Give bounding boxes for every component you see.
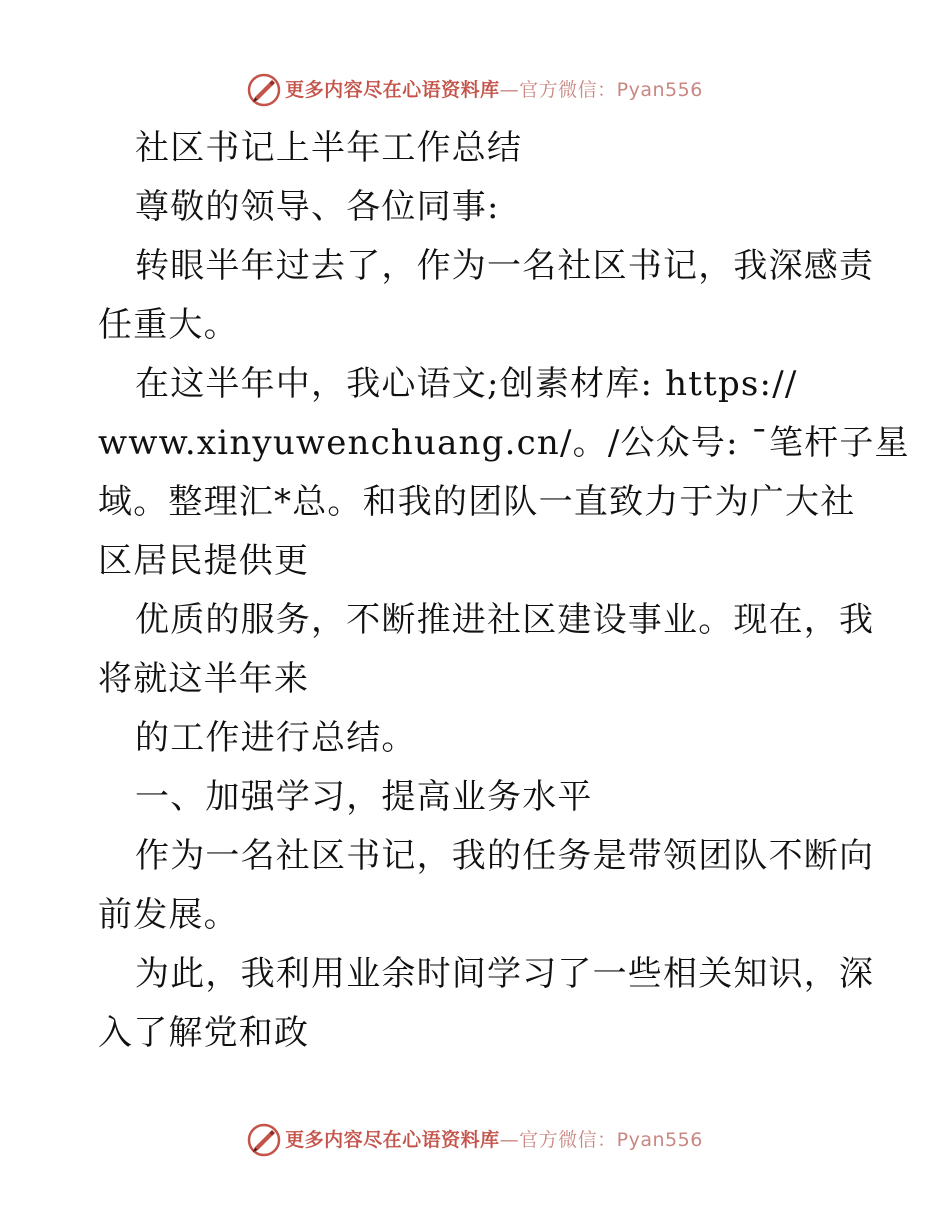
section-heading: 一、加强学习，提高业务水平 [135, 777, 593, 817]
document-title: 社区书记上半年工作总结 [135, 128, 523, 168]
paragraph-line: 区居民提供更 [98, 541, 310, 581]
footer-banner [0, 1120, 950, 1160]
paragraph-line: 作为一名社区书记，我的任务是带领团队不断向 [135, 836, 875, 876]
paragraph-line: 转眼半年过去了，作为一名社区书记，我深感责 [135, 246, 875, 286]
pen-logo-icon [247, 1123, 281, 1157]
paragraph-line: 为此，我利用业余时间学习了一些相关知识，深 [135, 954, 875, 994]
paragraph-line: 将就这半年来 [98, 659, 310, 699]
paragraph-line: 前发展。 [98, 895, 239, 935]
header-banner-text: 更多内容尽在心语资料库—官方微信：Pyan556 [285, 79, 703, 101]
paragraph-line: www.xinyuwenchuang.cn/。/公众号: ¯笔杆子星 [98, 423, 910, 463]
paragraph-line: 优质的服务，不断推进社区建设事业。现在，我 [135, 600, 875, 640]
paragraph-line: 入了解党和政 [98, 1013, 310, 1053]
paragraph-line: 的工作进行总结。 [135, 718, 417, 758]
paragraph-line: 任重大。 [98, 305, 239, 345]
footer-banner-text: 更多内容尽在心语资料库—官方微信：Pyan556 [285, 1129, 703, 1151]
pen-logo-icon [247, 73, 281, 107]
paragraph-line: 域。整理汇*总。和我的团队一直致力于为广大社 [98, 482, 856, 522]
paragraph-line: 在这半年中，我心语文;创素材库: https:// [135, 364, 798, 404]
header-banner [0, 70, 950, 110]
salutation-line: 尊敬的领导、各位同事: [135, 187, 500, 227]
